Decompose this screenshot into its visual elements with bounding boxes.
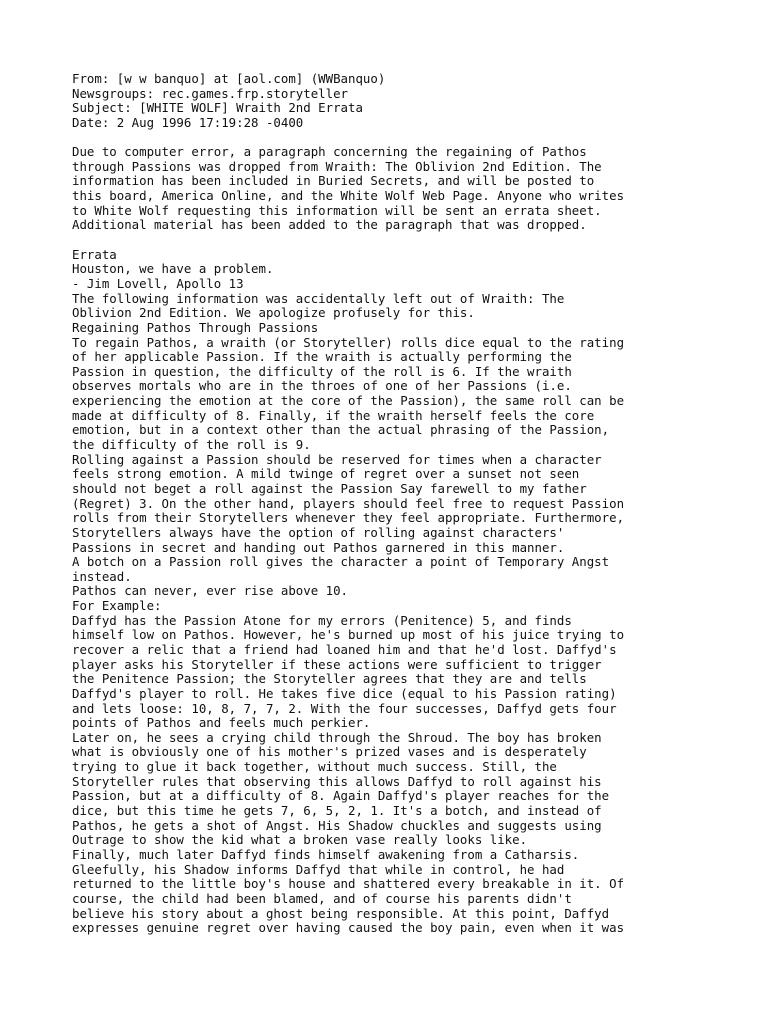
text-line: Storytellers always have the option of rolling against characters' [72,524,565,540]
text-line: trying to glue it back together, without much success. Still, the [72,759,557,775]
text-line: Later on, he sees a crying child through the Shroud. The boy has broken [72,729,602,745]
text-line: and lets loose: 10, 8, 7, 7, 2. With the four successes, Daffyd gets four [72,700,617,716]
text-line: of her applicable Passion. If the wraith is actually performing the [72,349,572,365]
text-line: (Regret) 3. On the other hand, players should feel free to request Passion [72,495,625,511]
section-heading-regaining-pathos: Regaining Pathos Through Passions [72,319,319,335]
text-line: to White Wolf requesting this information will be sent an errata sheet. [72,202,602,218]
header-from: From: [w w banquo] at [aol.com] (WWBanquo) [72,71,386,86]
text-line: feels strong emotion. A mild twinge of regret over a sunset not seen [72,466,580,482]
text-line: Rolling against a Passion should be reserved for times when a character [72,451,602,467]
text-line: through Passions was dropped from Wraith: The Oblivion 2nd Edition. The [72,158,602,174]
text-line: points of Pathos and feels much perkier. [72,715,371,731]
text-line: Daffyd's player to roll. He takes five dice (equal to his Passion rating) [72,685,617,701]
text-line: should not beget a roll against the Passion Say farewell to my father [72,480,587,496]
text-line: Oblivion 2nd Edition. We apologize profusely for this. [72,305,475,321]
text-line: recover a relic that a friend had loaned him and that he'd lost. Daffyd's [72,641,617,657]
text-line: what is obviously one of his mother's prized vases and is desperately [72,744,587,760]
text-line: instead. [72,568,132,584]
text-line: observes mortals who are in the throes of one of her Passions (i.e. [72,378,572,394]
text-line: emotion, but in a context other than the actual phrasing of the Passion, [72,422,610,438]
text-line: this board, America Online, and the White Wolf Web Page. Anyone who writes [72,188,625,204]
text-line: A botch on a Passion roll gives the character a point of Temporary Angst [72,554,610,570]
text-line: the difficulty of the roll is 9. [72,437,311,453]
section-heading-errata: Errata [72,246,117,262]
text-line: Passion, but at a difficulty of 8. Again Daffyd's player reaches for the [72,788,610,804]
blank-line [72,131,672,146]
text-line: made at difficulty of 8. Finally, if the wraith herself feels the core [72,407,595,423]
header-subject: Subject: [WHITE WOLF] Wraith 2nd Errata [72,100,363,116]
text-line: rolls from their Storytellers whenever they feel appropriate. Furthermore, [72,510,625,526]
text-line: Outrage to show the kid what a broken vase really looks like. [72,832,528,848]
blank-line [72,233,672,248]
text-line: Passions in secret and handing out Pathos garnered in this manner. [72,539,565,555]
text-line: Storyteller rules that observing this allows Daffyd to roll against his [72,773,602,789]
text-line: Due to computer error, a paragraph concerning the regaining of Pathos [72,144,587,160]
text-line: Finally, much later Daffyd finds himself awakening from a Catharsis. [72,846,580,862]
quote-line: Houston, we have a problem. [72,261,274,277]
text-line: Pathos, he gets a shot of Angst. His Shadow chuckles and suggests using [72,817,602,833]
text-line: expresses genuine regret over having caused the boy pain, even when it was [72,920,625,936]
text-line: Daffyd has the Passion Atone for my errors (Penitence) 5, and finds [72,612,572,628]
header-date: Date: 2 Aug 1996 17:19:28 -0400 [72,114,304,130]
text-line: experiencing the emotion at the core of the Passion), the same roll can be [72,393,625,409]
text-line: The following information was accidentally left out of Wraith: The [72,290,565,306]
text-line: believe his story about a ghost being responsible. At this point, Daffyd [72,905,610,921]
text-line: To regain Pathos, a wraith (or Storyteller) rolls dice equal to the rating [72,334,625,350]
text-line: player asks his Storyteller if these actions were sufficient to trigger [72,656,602,672]
text-line: Additional material has been added to the paragraph that was dropped. [72,217,587,233]
text-line: dice, but this time he gets 7, 6, 5, 2, 1. It's a botch, and instead of [72,803,602,819]
text-line: Pathos can never, ever rise above 10. [72,583,349,599]
text-line: information has been included in Buried Secrets, and will be posted to [72,173,595,189]
document-body [72,72,672,936]
header-newsgroups: Newsgroups: rec.games.frp.storyteller [72,85,349,101]
text-line: returned to the little boy's house and shattered every breakable in it. Of [72,876,625,892]
example-heading: For Example: [72,598,162,614]
text-line: course, the child had been blamed, and of course his parents didn't [72,890,572,906]
text-line: himself low on Pathos. However, he's burned up most of his juice trying to [72,627,625,643]
quote-attribution: - Jim Lovell, Apollo 13 [72,275,244,291]
text-line: Gleefully, his Shadow informs Daffyd that while in control, he had [72,861,565,877]
text-line: Passion in question, the difficulty of the roll is 6. If the wraith [72,363,572,379]
text-line: the Penitence Passion; the Storyteller agrees that they are and tells [72,671,587,687]
